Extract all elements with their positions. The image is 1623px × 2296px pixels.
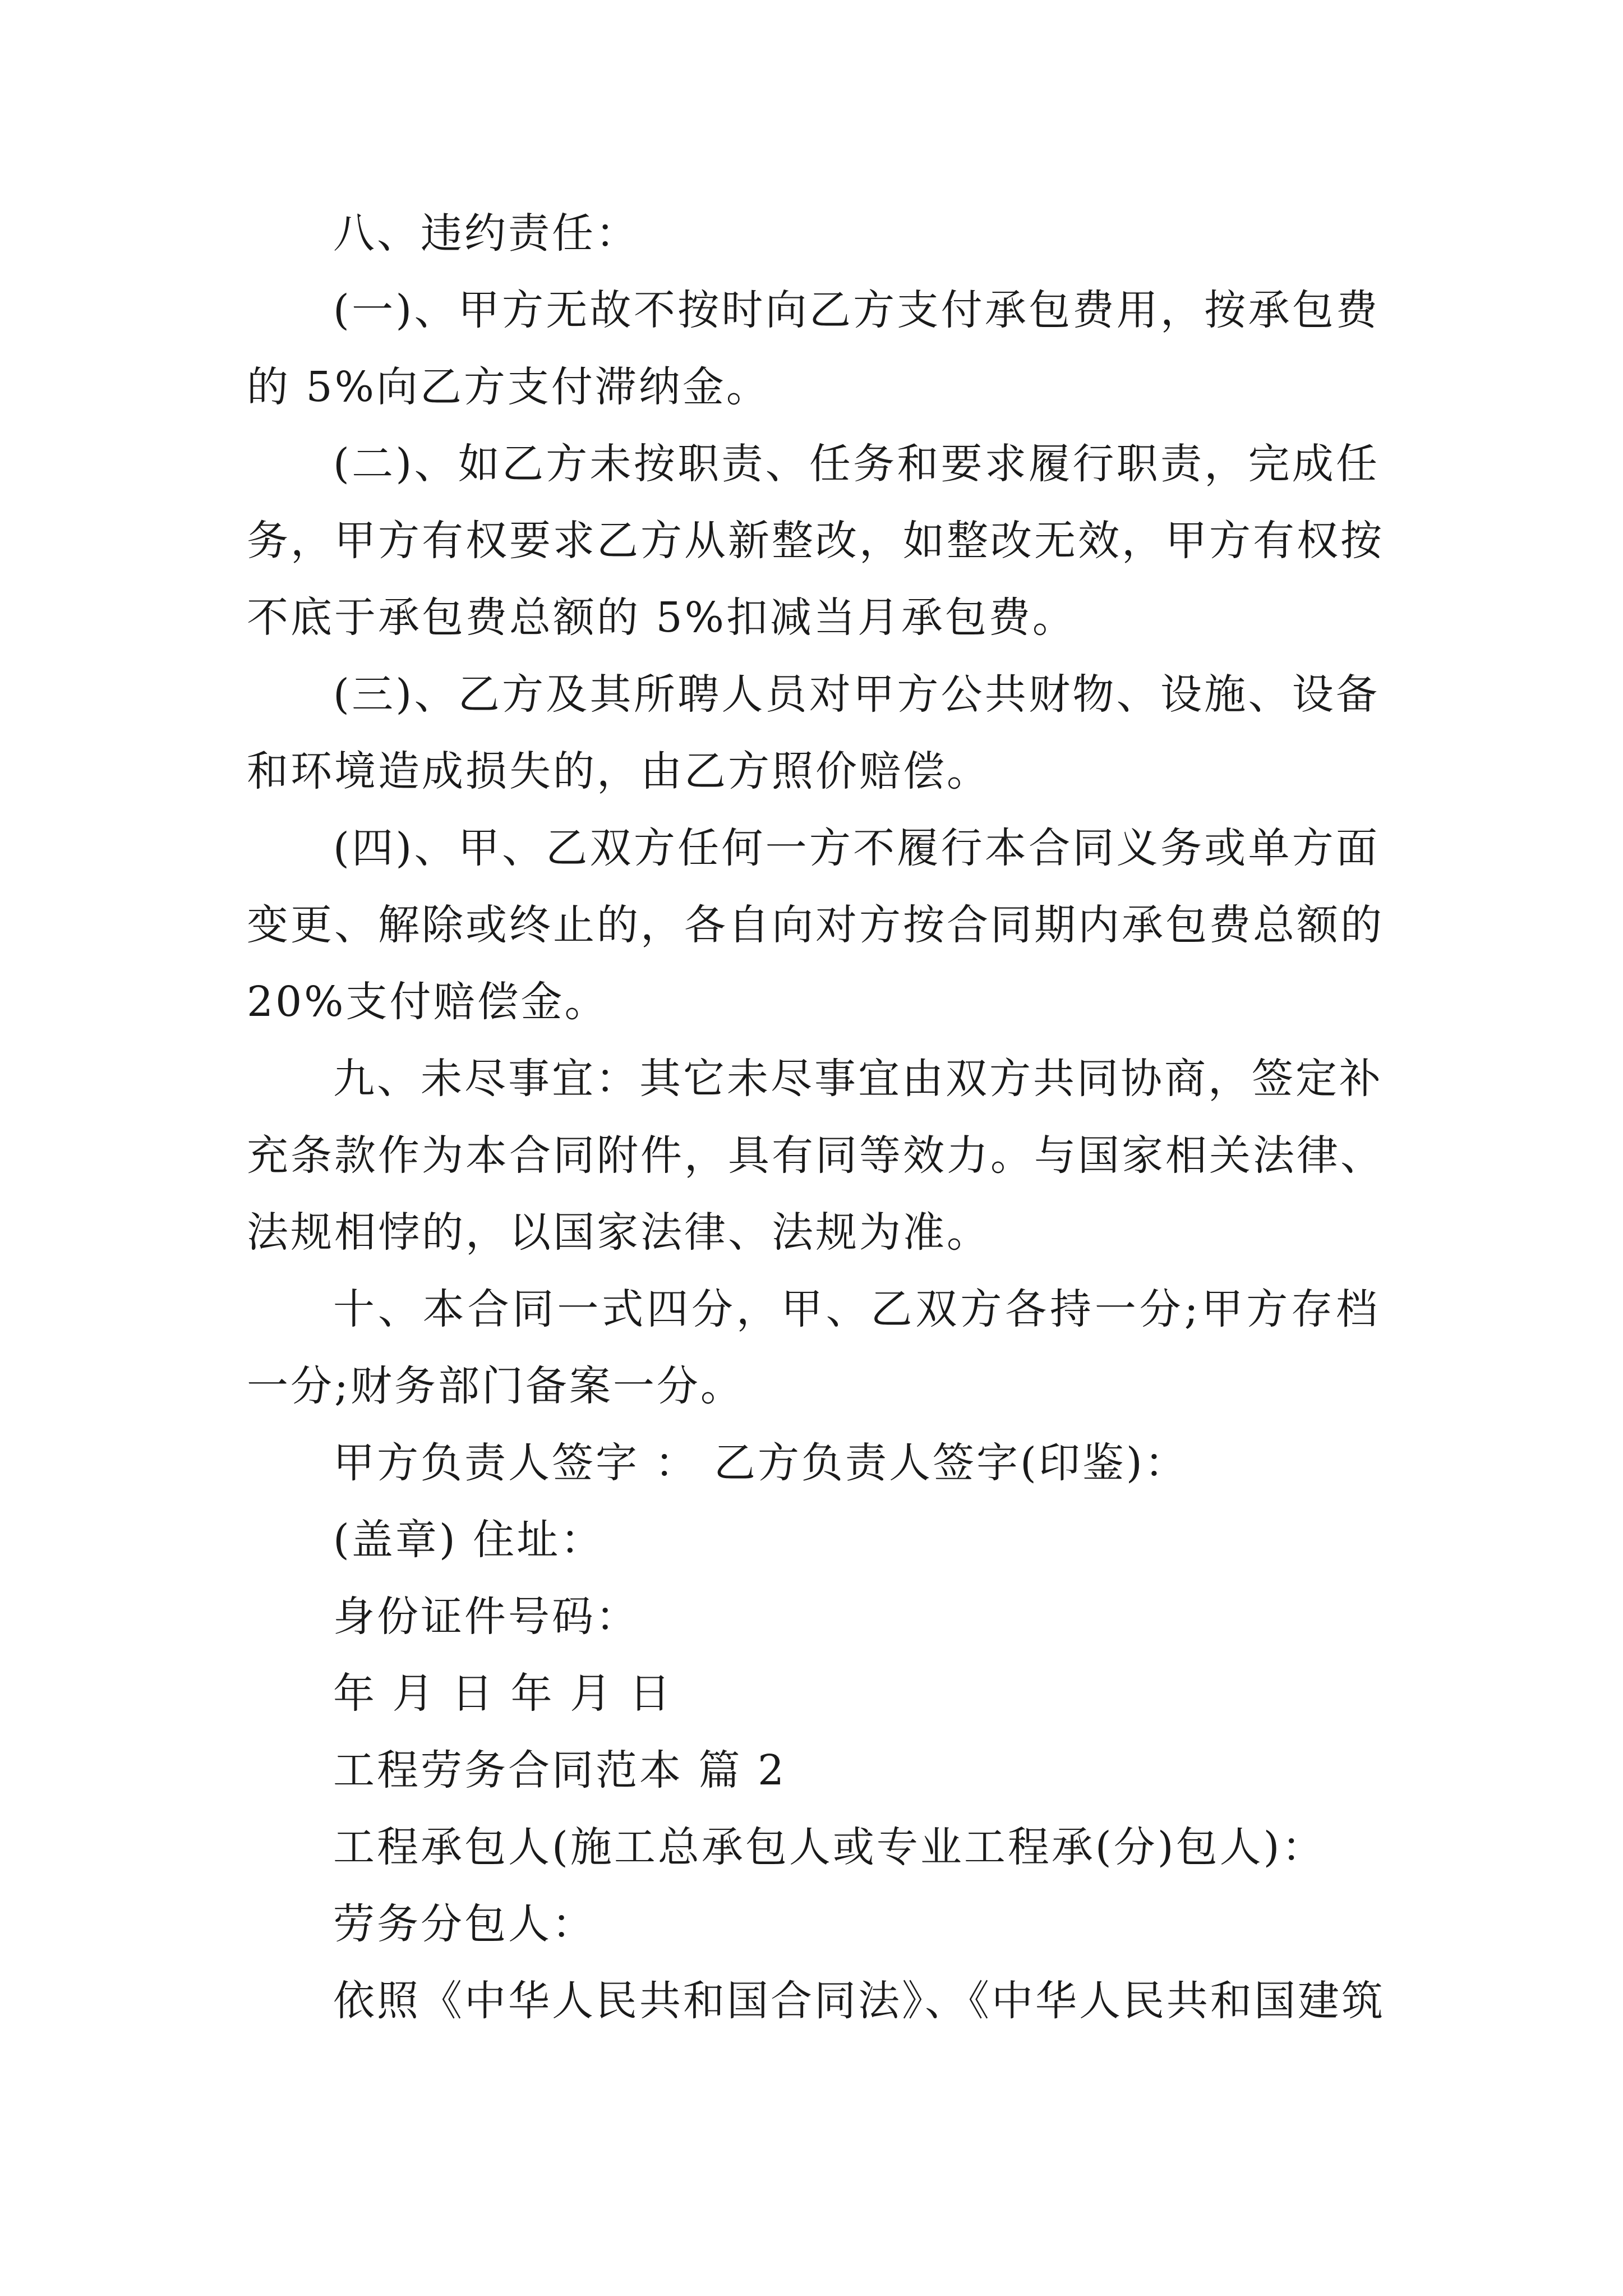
paragraph-line: 充条款作为本合同附件，具有同等效力。与国家相关法律、 — [247, 1131, 1384, 1180]
paragraph-line: 20%支付赔偿金。 — [247, 978, 608, 1026]
date-line: 年 月 日 年 月 日 — [333, 1669, 673, 1718]
paragraph-line: 不底于承包费总额的 5%扣减当月承包费。 — [247, 593, 1076, 642]
paragraph-line: 的 5%向乙方支付滞纳金。 — [247, 363, 770, 411]
paragraph-line: 一分;财务部门备案一分。 — [247, 1362, 744, 1410]
subcontractor-line: 劳务分包人： — [333, 1900, 596, 1948]
contractor-line: 工程承包人(施工总承包人或专业工程承(分)包人)： — [333, 1823, 1326, 1871]
paragraph-line: 九、未尽事宜：其它未尽事宜由双方共同协商，签定补 — [333, 1055, 1383, 1103]
section-heading-breach — [247, 195, 1380, 272]
paragraph-line: 变更、解除或终止的，各自向对方按合同期内承包费总额的 — [247, 901, 1384, 949]
paragraph-line: 依照《中华人民共和国合同法》、《中华人民共和国建筑 — [333, 1977, 1385, 2025]
paragraph-line: (四)、甲、乙双方任何一方不履行本合同义务或单方面 — [333, 824, 1380, 872]
text-line: 八、违约责任： — [333, 209, 639, 257]
paragraph-line: 务，甲方有权要求乙方从新整改，如整改无效，甲方有权按 — [247, 517, 1384, 565]
paragraph-line: 法规相悖的，以国家法律、法规为准。 — [247, 1208, 990, 1257]
paragraph-line: (三)、乙方及其所聘人员对甲方公共财物、设施、设备 — [333, 670, 1380, 719]
paragraph-line: (二)、如乙方未按职责、任务和要求履行职责，完成任 — [333, 440, 1380, 488]
signature-line: 甲方负责人签字 ： 乙方负责人签字(印鉴)： — [333, 1439, 1188, 1487]
paragraph-line: 和环境造成损失的，由乙方照价赔偿。 — [247, 747, 990, 795]
section-title: 工程劳务合同范本 篇 2 — [333, 1746, 787, 1795]
document-body — [247, 195, 1385, 2040]
seal-address-line: (盖章) 住址： — [333, 1516, 605, 1564]
paragraph-line: 十、本合同一式四分，甲、乙双方各持一分;甲方存档 — [333, 1285, 1380, 1333]
paragraph-line: (一)、甲方无故不按时向乙方支付承包费用，按承包费 — [333, 286, 1380, 334]
id-number-line: 身份证件号码： — [333, 1593, 639, 1641]
